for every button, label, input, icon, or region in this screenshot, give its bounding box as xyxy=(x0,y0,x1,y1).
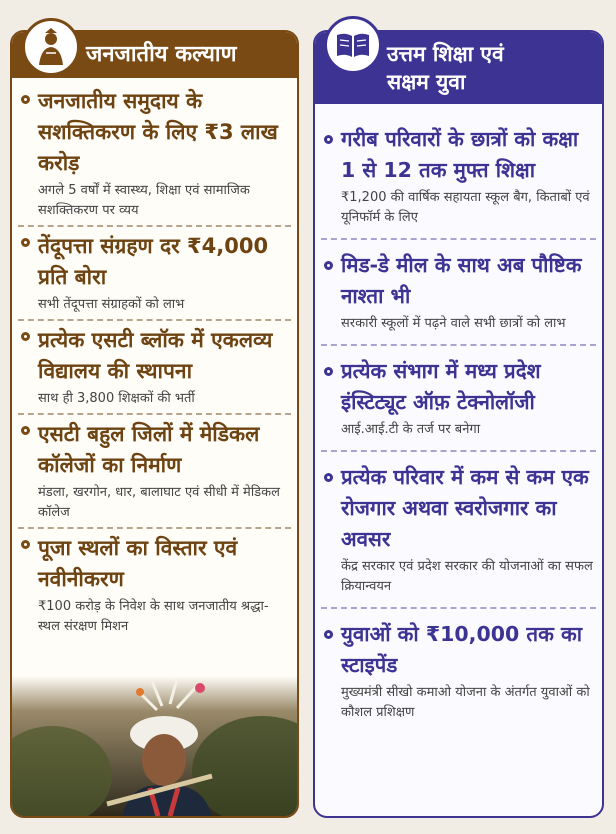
bullet-icon xyxy=(21,95,30,104)
item-title: मिड-डे मील के साथ अब पौष्टिक नाश्ता भी xyxy=(341,253,582,308)
bullet-icon xyxy=(324,367,333,376)
bullet-icon xyxy=(324,261,333,270)
item-title: प्रत्येक परिवार में कम से कम एक रोजगार अथवा स्वरोजगार का अवसर xyxy=(341,465,589,551)
item-title: जनजातीय समुदाय के सशक्तिकरण के लिए ₹3 लाख करोड़ xyxy=(38,89,278,175)
item-description: सभी तेंदूपत्ता संग्राहकों को लाभ xyxy=(38,297,185,312)
item-title: तेंदूपत्ता संग्रहण दर ₹4,000 प्रति बोरा xyxy=(38,234,269,289)
list-item xyxy=(12,529,297,641)
list-item xyxy=(315,240,602,344)
education-youth-title-line1: उत्तम शिक्षा एवं xyxy=(387,42,504,66)
item-description: ₹100 करोड़ के निवेश के साथ जनजातीय श्रद्धा-स्थल संरक्षण मिशन xyxy=(38,599,269,634)
bullet-icon xyxy=(324,630,333,639)
bullet-icon xyxy=(21,238,30,247)
bullet-icon xyxy=(324,473,333,482)
item-description: मंडला, खरगोन, धार, बालाघाट एवं सीधी में मेडिकल कॉलेज xyxy=(38,485,280,520)
bullet-icon xyxy=(324,135,333,144)
list-item xyxy=(315,116,602,238)
open-book-icon xyxy=(333,25,373,65)
item-title: पूजा स्थलों का विस्तार एवं नवीनीकरण xyxy=(38,536,238,591)
tribal-badge xyxy=(22,18,80,76)
tribal-figure-icon xyxy=(31,27,71,67)
tribal-welfare-list xyxy=(12,84,297,641)
item-title: प्रत्येक एसटी ब्लॉक में एकलव्य विद्यालय की स्थापना xyxy=(38,328,273,383)
list-item xyxy=(12,321,297,413)
education-youth-panel xyxy=(313,30,604,818)
bullet-icon xyxy=(21,540,30,549)
photo-illustration xyxy=(12,676,297,816)
item-description: अगले 5 वर्षों में स्वास्थ्य, शिक्षा एवं सामाजिक सशक्तिकरण पर व्यय xyxy=(38,183,250,218)
item-description: सरकारी स्कूलों में पढ़ने वाले सभी छात्रों को लाभ xyxy=(341,316,566,331)
list-item xyxy=(12,227,297,319)
list-item xyxy=(315,609,602,733)
tribal-welfare-panel xyxy=(10,30,299,818)
item-title: एसटी बहुल जिलों में मेडिकल कॉलेजों का निर्माण xyxy=(38,422,260,477)
education-youth-list xyxy=(315,116,602,733)
item-title: युवाओं को ₹10,000 तक का स्टाइपेंड xyxy=(341,622,583,677)
bullet-icon xyxy=(21,426,30,435)
item-title: प्रत्येक संभाग में मध्य प्रदेश इंस्टिट्यूट ऑफ़ टेक्नोलॉजी xyxy=(341,359,541,414)
tribal-flute-player-photo xyxy=(12,676,297,816)
bullet-icon xyxy=(21,332,30,341)
book-badge xyxy=(324,16,382,74)
item-description: साथ ही 3,800 शिक्षकों की भर्ती xyxy=(38,391,195,406)
list-item xyxy=(12,84,297,225)
item-description: मुख्यमंत्री सीखो कमाओ योजना के अंतर्गत युवाओं को कौशल प्रशिक्षण xyxy=(341,685,590,720)
list-item xyxy=(315,346,602,450)
item-description: ₹1,200 की वार्षिक सहायता स्कूल बैग, किताबों एवं यूनिफॉर्म के लिए xyxy=(341,190,590,225)
item-description: केंद्र सरकार एवं प्रदेश सरकार की योजनाओं का सफल क्रियान्वयन xyxy=(341,559,593,594)
item-title: गरीब परिवारों के छात्रों को कक्षा 1 से 12 तक मुफ्त शिक्षा xyxy=(341,127,579,182)
tribal-welfare-title: जनजातीय कल्याण xyxy=(86,42,237,67)
list-item xyxy=(12,415,297,527)
education-youth-title-line2: सक्षम युवा xyxy=(387,70,466,94)
list-item xyxy=(315,452,602,607)
item-description: आई.आई.टी के तर्ज पर बनेगा xyxy=(341,422,481,437)
